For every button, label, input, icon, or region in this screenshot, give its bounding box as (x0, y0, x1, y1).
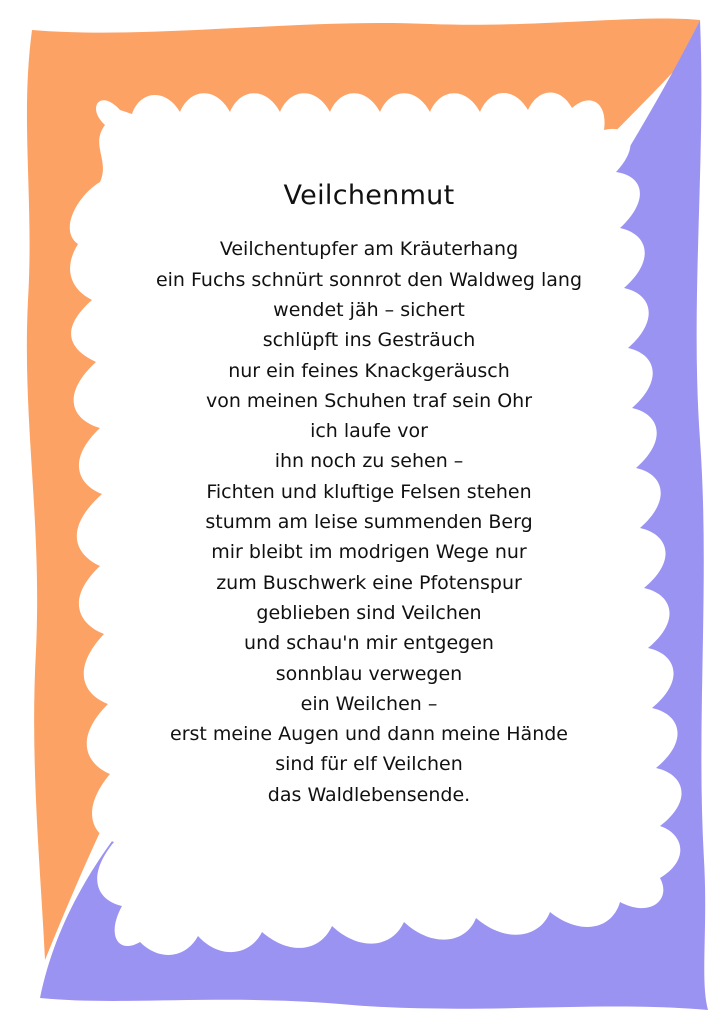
poem-line: wendet jäh – sichert (273, 298, 465, 321)
poem-line: und schau'n mir entgegen (244, 632, 494, 655)
poem-line: schlüpft ins Gesträuch (262, 329, 476, 352)
poem-line: nur ein feines Knackgeräusch (228, 359, 510, 382)
poem-line: ich laufe vor (310, 420, 428, 443)
poem-line: Fichten und kluftige Felsen stehen (206, 480, 532, 503)
poem-line: das Waldlebensende. (267, 783, 471, 806)
poem-line: Veilchentupfer am Kräuterhang (219, 238, 519, 261)
poem-line: sind für elf Veilchen (275, 753, 463, 776)
poem-line: ein Weilchen – (300, 692, 438, 715)
poem-line: geblieben sind Veilchen (256, 601, 482, 624)
poem-line: stumm am leise summenden Berg (205, 511, 533, 534)
poem-line: ihn noch zu sehen – (274, 450, 464, 473)
poem-line: von meinen Schuhen traf sein Ohr (205, 389, 533, 412)
poem-title: Veilchenmut (283, 180, 455, 211)
poem-lines (110, 234, 628, 810)
poem-line: zum Buschwerk eine Pfotenspur (216, 571, 522, 594)
poem-line: mir bleibt im modrigen Wege nur (211, 541, 527, 564)
poem-card (110, 180, 628, 810)
poem-line: erst meine Augen und dann meine Hände (170, 723, 568, 746)
poem-line: ein Fuchs schnürt sonnrot den Waldweg lang (155, 268, 583, 291)
poem-line: sonnblau verwegen (275, 662, 463, 685)
